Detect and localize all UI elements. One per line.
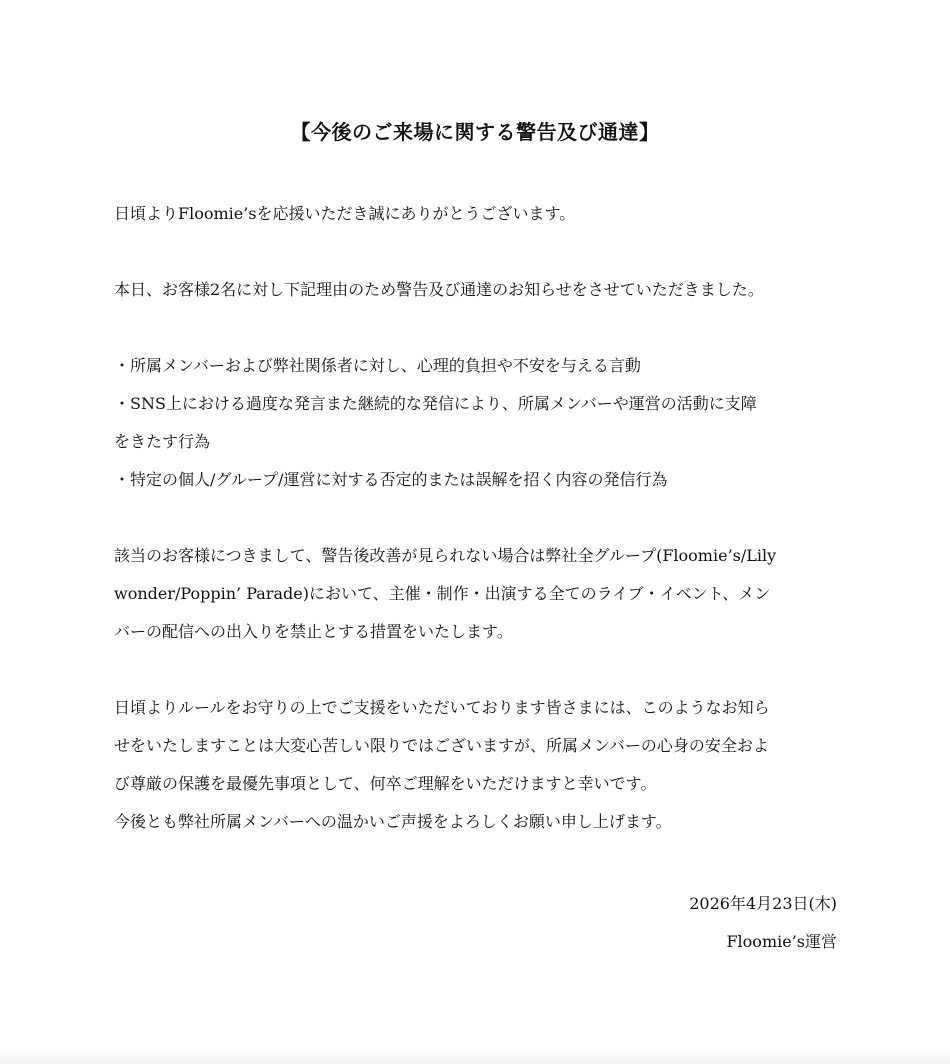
reason-item-3: ・特定の個人/グループ/運営に対する否定的または誤解を招く内容の発信行為 <box>114 470 668 489</box>
document-body <box>114 195 838 841</box>
closing-line-1: 日頃よりルールをお守りの上でご支援をいただいております皆さまには、このようなお知ら <box>114 698 770 717</box>
greeting-line: 日頃よりFloomie’sを応援いただき誠にありがとうございます。 <box>114 204 576 223</box>
document-title: 【今後のご来場に関する警告及び通達】 <box>290 120 660 144</box>
measure-line-1: 該当のお客様につきまして、警告後改善が見られない場合は弊社全グループ(Floomie’s/Lily <box>114 546 777 565</box>
notice-line: 本日、お客様2名に対し下記理由のため警告及び通達のお知らせをさせていただきました。 <box>114 280 764 299</box>
paragraph-gap <box>114 499 838 537</box>
reason-item-2: ・SNS上における過度な発言また継続的な発信により、所属メンバーや運営の活動に支障 <box>114 394 757 413</box>
closing-line-4: 今後とも弊社所属メンバーへの温かいご声援をよろしくお願い申し上げます。 <box>114 812 672 831</box>
closing-line-2: せをいたしますことは大変心苦しい限りではございますが、所属メンバーの心身の安全およ <box>114 736 769 755</box>
paragraph-gap <box>114 651 838 689</box>
reason-item-1: ・所属メンバーおよび弊社関係者に対し、心理的負担や不安を与える言動 <box>114 356 641 375</box>
issue-date: 2026年4月23日(木) <box>689 894 837 913</box>
measure-line-3: バーの配信への出入りを禁止とする措置をいたします。 <box>114 622 513 641</box>
paragraph-gap <box>114 309 838 347</box>
closing-line-3: び尊厳の保護を最優先事項として、何卒ご理解をいただけますと幸いです。 <box>114 774 657 793</box>
page-bottom-shade <box>0 1046 950 1064</box>
paragraph-gap <box>114 233 838 271</box>
reason-item-2-continued: をきたす行為 <box>114 432 211 451</box>
measure-line-2: wonder/Poppin’ Parade)において、主催・制作・出演する全てのライブ・イベント、メン <box>114 584 771 603</box>
issuer-name: Floomie’s運営 <box>726 932 837 951</box>
signature-block <box>437 885 837 961</box>
